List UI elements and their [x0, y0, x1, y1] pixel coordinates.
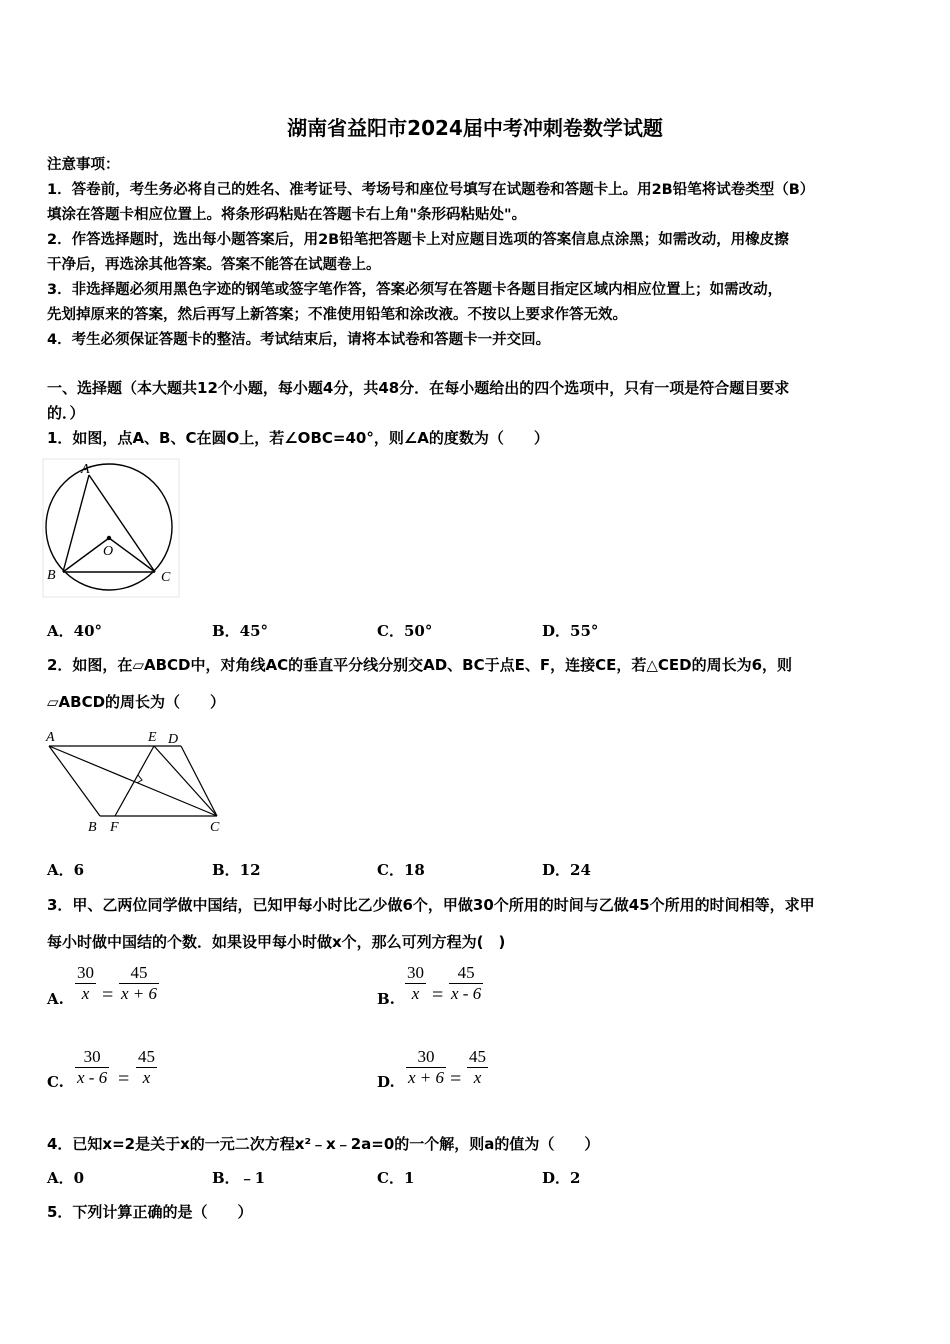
q3-b-left-fraction — [405, 963, 426, 1004]
q3-d-left-fraction — [406, 1047, 446, 1088]
segment-ce — [154, 746, 217, 816]
notice-heading: 注意事项： — [47, 157, 120, 173]
q1-option-c: C．50° — [377, 622, 433, 640]
question-3: 3．甲、乙两位同学做中国结，已知甲每小时比乙少做6个，甲做30个所用的时间与乙做45个所用的时间相等，求甲 — [47, 896, 815, 914]
label-b: B — [88, 820, 97, 835]
notice-line: 先划掉原来的答案，然后再写上新答案；不准使用铅笔和涂改液。不按以上要求作答无效。 — [47, 307, 627, 323]
q1-option-b: B．45° — [212, 622, 269, 640]
segment-ac — [89, 475, 155, 572]
label-a: A — [46, 730, 55, 745]
q1-option-d: D．55° — [542, 622, 599, 640]
q3-d-right-fraction — [467, 1047, 488, 1088]
label-a: A — [81, 462, 90, 477]
numerator: 30 — [417, 1047, 435, 1066]
notice-line: 填涂在答题卡相应位置上。将条形码粘贴在答题卡右上角"条形码粘贴处"。 — [47, 207, 527, 223]
question-3-cont: 每小时做中国结的个数．如果设甲每小时做x个，那么可列方程为( ) — [47, 933, 506, 951]
q4-option-d: D．2 — [542, 1169, 581, 1187]
q3-c-right-fraction — [136, 1047, 157, 1088]
notice-line: 4．考生必须保证答题卡的整洁。考试结束后，请将本试卷和答题卡一并交回。 — [47, 332, 551, 348]
q2-option-b: B．12 — [212, 861, 261, 879]
figure-border — [43, 459, 179, 597]
q4-option-b: B．﹣1 — [212, 1169, 266, 1187]
notice-line: 2．作答选择题时，选出每小题答案后，用2B铅笔把答题卡上对应题目选项的答案信息点涂黑；如需改动，用橡皮擦 — [47, 232, 789, 248]
equals-sign: = — [432, 984, 444, 1006]
denominator: x — [142, 1068, 151, 1087]
numerator: 30 — [77, 963, 94, 982]
numerator: 30 — [407, 963, 424, 982]
label-e: E — [148, 730, 157, 745]
equals-sign: = — [118, 1068, 130, 1090]
denominator: x — [81, 984, 90, 1003]
denominator: x - 6 — [77, 1068, 108, 1087]
segment-ab — [63, 475, 89, 572]
q3-option-c-label: C. — [47, 1073, 64, 1091]
q3-option-d-label: D. — [377, 1073, 395, 1091]
q2-option-d: D．24 — [542, 861, 591, 879]
denominator: x + 6 — [121, 984, 158, 1003]
denominator: x — [411, 984, 420, 1003]
label-b: B — [47, 568, 56, 583]
numerator: 45 — [469, 1047, 486, 1066]
q4-option-a: A．0 — [47, 1169, 85, 1187]
label-f: F — [110, 820, 119, 835]
q3-option-b-label: B. — [377, 990, 395, 1008]
question-1: 1．如图，点A、B、C在圆O上，若∠OBC=40°，则∠A的度数为（ ） — [47, 429, 549, 447]
question-4: 4．已知x=2是关于x的一元二次方程x²﹣x﹣2a=0的一个解，则a的值为（ ） — [47, 1135, 600, 1153]
label-d: D — [168, 732, 179, 747]
question-2-cont: ▱ABCD的周长为（ ） — [47, 693, 226, 711]
q3-b-right-fraction — [449, 963, 483, 1004]
q4-option-c: C．1 — [377, 1169, 415, 1187]
question-2: 2．如图，在▱ABCD中，对角线AC的垂直平分线分别交AD、BC于点E、F，连接CE，若△CED的周长为6，则 — [47, 656, 793, 674]
section-heading-cont: 的．） — [47, 404, 85, 422]
numerator: 45 — [457, 963, 475, 982]
q3-a-left-fraction — [75, 963, 96, 1004]
q1-option-a: A．40° — [47, 622, 103, 640]
segment-ef — [115, 746, 154, 816]
denominator: x — [473, 1068, 482, 1087]
q2-option-c: C．18 — [377, 861, 425, 879]
equals-sign: = — [450, 1068, 462, 1090]
q2-option-a: A．6 — [47, 861, 85, 879]
question-5: 5．下列计算正确的是（ ） — [47, 1203, 253, 1221]
center-point — [107, 536, 111, 540]
page-title: 湖南省益阳市2024届中考冲刺卷数学试题 — [287, 116, 663, 140]
q3-a-right-fraction — [119, 963, 159, 1004]
q3-c-left-fraction — [75, 1047, 109, 1088]
denominator: x - 6 — [451, 984, 482, 1003]
q3-option-a-label: A. — [47, 990, 64, 1008]
label-c: C — [161, 570, 171, 585]
numerator: 45 — [138, 1047, 155, 1066]
notice-line: 3．非选择题必须用黑色字迹的钢笔或签字笔作答，答案必须写在答题卡各题目指定区域内相应位置上；如需改动， — [47, 282, 783, 298]
equals-sign: = — [102, 984, 114, 1006]
denominator: x + 6 — [408, 1068, 445, 1087]
segment-oc — [109, 538, 155, 572]
q1-circle-figure — [42, 458, 182, 600]
notice-line: 干净后，再选涂其他答案。答案不能答在试题卷上。 — [47, 257, 381, 273]
segment-dc — [181, 746, 217, 816]
notice-line: 1．答卷前，考生务必将自己的姓名、准考证号、考场号和座位号填写在试题卷和答题卡上。用2B铅笔将试卷类型（B） — [47, 182, 815, 198]
label-o: O — [103, 544, 114, 559]
numerator: 30 — [83, 1047, 101, 1066]
numerator: 45 — [130, 963, 148, 982]
q2-parallelogram-figure — [42, 725, 232, 837]
section-heading: 一、选择题（本大题共12个小题，每小题4分，共48分．在每小题给出的四个选项中，只有一项是符合题目要求 — [47, 379, 790, 397]
label-c: C — [210, 820, 220, 835]
